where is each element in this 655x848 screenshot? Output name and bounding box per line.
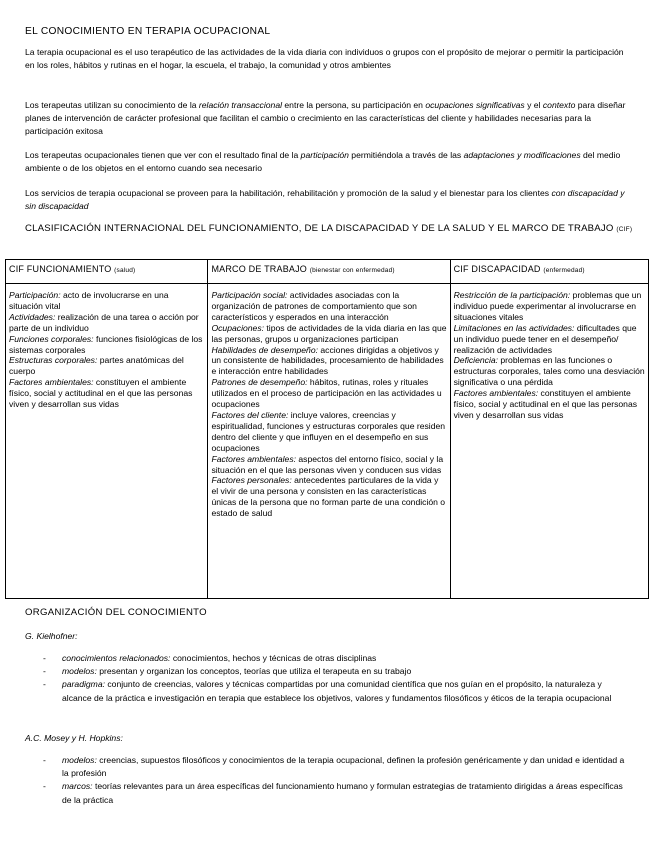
- table-entry: Participación social: actividades asociadas con la organización de patrones de comportamiento que son característicos y esperados en una interacción: [211, 290, 417, 322]
- author-kielhofner: G. Kielhofner:: [25, 631, 78, 641]
- cell-cif-funcionamiento: [6, 284, 208, 599]
- table-entry: Estructuras corporales: partes anatómicas del cuerpo: [9, 355, 184, 377]
- paragraph-participation: Los terapeutas ocupacionales tienen que ver con el resultado final de la participación permitiéndola a través de las adaptaciones y modificaciones del medio ambiente o de los objetos en el entorno cuando sea necesario: [25, 150, 621, 173]
- list-item: - modelos: creencias, supuestos filosóficos y conocimientos de la terapia ocupacional, definen la profesión genéricamente y dan unidad e identidad a la profesión: [43, 755, 625, 779]
- list-item: - paradigma: conjunto de creencias, valores y técnicas compartidas por una comunidad científica que nos guían en el propósito, la naturaleza y alcance de la práctica e investigación en terapia que establece los objetivos, valores y fundamentos filosóficos y éticos de la terapia ocupacional: [43, 679, 612, 703]
- paragraph-definition: La terapia ocupacional es el uso terapéutico de las actividades de la vida diaria con individuos o grupos con el propósito de mejorar o permitir la participación en los roles, hábitos y rutinas en el hogar, la escuela, el trabajo, la comunidad y otros ambientes: [25, 47, 624, 70]
- cif-table: [5, 259, 649, 599]
- list-item: - modelos: presentan y organizan los conceptos, teorías que utiliza el terapeuta en su trabajo: [43, 666, 412, 677]
- kielhofner-definition-list: [43, 652, 633, 705]
- table-entry: Factores ambientales: constituyen el ambiente físico, social y actitudinal en el que las personas viven y desarrollan sus vidas: [9, 377, 193, 410]
- document-title: EL CONOCIMIENTO EN TERAPIA OCUPACIONAL: [25, 26, 271, 37]
- table-entry: Patrones de desempeño: hábitos, rutinas, roles y rituales utilizados en el proceso de participación en las actividades u ocupaciones: [211, 377, 442, 410]
- table-entry: Factores del cliente: incluye valores, creencias y espiritualidad, funciones y estructuras corporales que residen dentro del cliente y que influyen en el desempeño en sus ocupaciones: [211, 409, 446, 453]
- cell-marco-de-trabajo: [208, 284, 450, 599]
- table-entry: Factores ambientales: constituyen el ambiente físico, social y actitudinal en el que las personas viven y desarrollan sus vidas: [453, 388, 638, 420]
- header-cif-discapacidad: CIF DISCAPACIDAD (enfermedad): [450, 260, 648, 284]
- list-item: - marcos: teorías relevantes para un área específicas del funcionamiento humano y formulan estrategias de tratamiento dirigidas a áreas específicas de la práctica: [43, 781, 623, 805]
- author-mosey-hopkins: A.C. Mosey y H. Hopkins:: [25, 733, 123, 743]
- table-entry: Ocupaciones: tipos de actividades de la vida diaria en las que las personas, grupos u organizaciones participan: [211, 322, 447, 344]
- header-marco-de-trabajo: MARCO DE TRABAJO (bienestar con enfermedad): [208, 260, 450, 284]
- mosey-hopkins-definition-list: [43, 754, 633, 807]
- table-entry: Limitaciones en las actividades: dificultades que un individuo puede tener en el desempeño/ realización de actividades: [453, 322, 637, 355]
- cif-table-body-row: [6, 284, 649, 599]
- cif-table-header-row: [6, 260, 649, 284]
- organization-section-heading: ORGANIZACIÓN DEL CONOCIMIENTO: [25, 607, 207, 618]
- table-entry: Funciones corporales: funciones fisiológicas de los sistemas corporales: [9, 333, 203, 355]
- table-entry: Actividades: realización de una tarea o acción por parte de un individuo: [9, 311, 199, 333]
- paragraph-services: Los servicios de terapia ocupacional se proveen para la habilitación, rehabilitación y promoción de la salud y el bienestar para los clientes con discapacidad y sin discapacidad: [25, 188, 625, 211]
- paragraph-therapists-knowledge: Los terapeutas utilizan su conocimiento de la relación transaccional entre la persona, su participación en ocupaciones significativas y el contexto para diseñar planes de intervención de carácter profesional que facilitan el cambio o crecimiento en las características del cliente y habilidades necesarias para la participación exitosa: [25, 100, 626, 136]
- cell-cif-discapacidad: [450, 284, 648, 599]
- cif-section-heading: CLASIFICACIÓN INTERNACIONAL DEL FUNCIONAMIENTO, DE LA DISCAPACIDAD Y DE LA SALUD Y EL MARCO DE TRABAJO (CIF): [25, 223, 633, 234]
- table-entry: Factores ambientales: aspectos del entorno físico, social y la situación en el que las personas viven y conducen sus vidas: [211, 453, 444, 475]
- table-entry: Factores personales: antecedentes particulares de la vida y el vivir de una persona y consisten en las características únicas de la persona que no forman parte de una condición o estado de salud: [211, 475, 446, 519]
- list-item: - conocimientos relacionados: conocimientos, hechos y técnicas de otras disciplinas: [43, 653, 377, 663]
- table-entry: Restricción de la participación: problemas que un individuo puede experimentar al involucrarse en situaciones vitales: [453, 290, 642, 322]
- table-entry: Habilidades de desempeño: acciones dirigidas a objetivos y un consistente de habilidades, procesamiento de habilidades e interacción entre habilidades: [211, 344, 444, 377]
- header-cif-funcionamiento: CIF FUNCIONAMIENTO (salud): [6, 260, 208, 284]
- table-entry: Deficiencia: problemas en las funciones o estructuras corporales, tales como una desviación significativa o una pérdida: [453, 355, 645, 388]
- table-entry: Participación: acto de involucrarse en una situación vital: [9, 290, 169, 311]
